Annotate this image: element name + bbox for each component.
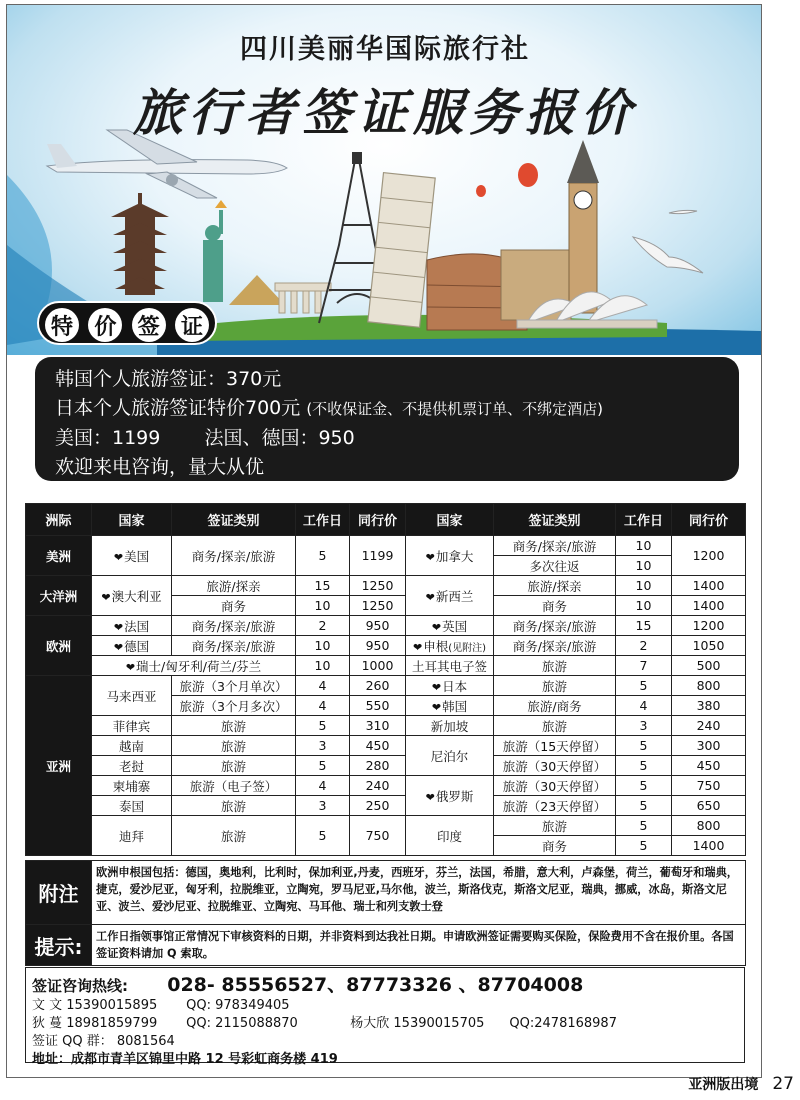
table-row <box>26 636 746 656</box>
region-label: 美洲 <box>26 536 92 576</box>
days-cell: 15 <box>616 616 672 636</box>
price-cell: 300 <box>672 736 746 756</box>
price-cell: 250 <box>350 796 406 816</box>
agency-name: 四川美丽华国际旅行社 <box>240 34 530 65</box>
price-cell: 1199 <box>350 536 406 576</box>
days-cell: 5 <box>296 536 350 576</box>
country-cell: 尼泊尔 <box>406 736 494 776</box>
visa-type-cell: 旅游（3个月多次） <box>172 696 296 716</box>
country-cell: 老挝 <box>92 756 172 776</box>
promo-korea: 韩国个人旅游签证：370元 <box>55 368 282 390</box>
price-cell: 240 <box>350 776 406 796</box>
heart-icon: ❤ <box>101 590 111 604</box>
header-cell: 同行价 <box>672 504 746 536</box>
tag-char: 价 <box>88 308 122 342</box>
visa-type-cell: 旅游 <box>172 716 296 736</box>
header-cell: 工作日 <box>296 504 350 536</box>
heart-icon: ❤ <box>113 550 124 564</box>
heart-icon: ❤ <box>412 640 423 654</box>
visa-type-cell: 商务/探亲/旅游 <box>494 536 616 556</box>
special-offer-tag <box>37 301 217 345</box>
visa-type-cell: 商务/探亲/旅游 <box>494 616 616 636</box>
table-row <box>26 576 746 596</box>
country-cell: ❤韩国 <box>406 696 494 716</box>
visa-type-cell: 旅游/商务 <box>494 696 616 716</box>
hot-air-balloon-icon <box>476 163 538 197</box>
contact-qq: QQ: 2115088870 <box>186 1016 298 1031</box>
hotline-label: 签证咨询热线: <box>32 977 128 995</box>
days-cell: 7 <box>616 656 672 676</box>
tag-char: 证 <box>175 308 209 342</box>
promo-japan-main: 日本个人旅游签证特价700元 <box>55 397 301 419</box>
heart-icon: ❤ <box>431 700 442 714</box>
header-cell: 国家 <box>92 504 172 536</box>
page-footer <box>688 1074 794 1094</box>
days-cell: 10 <box>616 536 672 556</box>
heart-icon: ❤ <box>431 620 442 634</box>
heart-icon: ❤ <box>113 640 124 654</box>
contact-name: 文 文 15390015895 <box>32 998 158 1013</box>
visa-type-cell: 旅游 <box>172 796 296 816</box>
hotline <box>32 970 738 997</box>
visa-type-cell: 旅游/探亲 <box>494 576 616 596</box>
price-cell: 800 <box>672 816 746 836</box>
days-cell: 2 <box>616 636 672 656</box>
header-cell: 洲际 <box>26 504 92 536</box>
promo-panel <box>35 357 739 481</box>
days-cell: 10 <box>296 656 350 676</box>
country-cell: ❤俄罗斯 <box>406 776 494 816</box>
table-row <box>26 796 746 816</box>
price-cell: 240 <box>672 716 746 736</box>
price-cell: 280 <box>350 756 406 776</box>
table-row <box>26 536 746 556</box>
contact-box <box>25 967 745 1067</box>
contact-name: 狄 蔓 18981859799 <box>32 1016 158 1031</box>
days-cell: 5 <box>616 796 672 816</box>
country-cell: 土耳其电子签 <box>406 656 494 676</box>
banner <box>7 5 762 355</box>
region-label: 亚洲 <box>26 676 92 856</box>
table-row <box>26 676 746 696</box>
days-cell: 3 <box>296 796 350 816</box>
country-cell: ❤新西兰 <box>406 576 494 616</box>
visa-type-cell: 旅游 <box>172 756 296 776</box>
days-cell: 10 <box>296 596 350 616</box>
days-cell: 15 <box>296 576 350 596</box>
price-cell: 310 <box>350 716 406 736</box>
pagoda-icon <box>111 193 169 295</box>
qq-group: 签证 QQ 群： 8081564 <box>32 1034 175 1049</box>
country-cell: 柬埔寨 <box>92 776 172 796</box>
price-cell: 950 <box>350 616 406 636</box>
price-cell: 750 <box>350 816 406 856</box>
promo-japan-note: (不收保证金、不提供机票订单、不绑定酒店) <box>306 400 604 418</box>
visa-type-cell: 旅游（30天停留） <box>494 776 616 796</box>
days-cell: 4 <box>296 696 350 716</box>
days-cell: 5 <box>616 836 672 856</box>
country-cell: 菲律宾 <box>92 716 172 736</box>
tag-char: 特 <box>45 308 79 342</box>
visa-type-cell: 旅游（电子签） <box>172 776 296 796</box>
country-cell: 印度 <box>406 816 494 856</box>
promo-us-eu <box>55 424 739 453</box>
headline: 旅行者签证服务报价 <box>133 84 637 142</box>
days-cell: 5 <box>616 776 672 796</box>
country-cell: ❤英国 <box>406 616 494 636</box>
visa-type-cell: 旅游 <box>494 656 616 676</box>
visa-type-cell: 旅游/探亲 <box>172 576 296 596</box>
footer-source: 亚洲版出境 <box>688 1077 759 1093</box>
heart-icon: ❤ <box>425 790 435 804</box>
price-cell: 1250 <box>350 596 406 616</box>
visa-type-cell: 旅游 <box>494 676 616 696</box>
visa-type-cell: 商务/探亲/旅游 <box>172 616 296 636</box>
price-cell: 450 <box>350 736 406 756</box>
visa-type-cell: 旅游 <box>494 816 616 836</box>
price-cell: 1200 <box>672 536 746 576</box>
visa-type-cell: 旅游（15天停留） <box>494 736 616 756</box>
table-row <box>26 616 746 636</box>
contact-row <box>32 997 738 1015</box>
price-cell: 650 <box>672 796 746 816</box>
table-header-row <box>26 504 746 536</box>
heart-icon: ❤ <box>113 620 124 634</box>
price-cell: 950 <box>350 636 406 656</box>
header-cell: 签证类别 <box>494 504 616 536</box>
promo-us: 美国：1199 <box>55 427 161 449</box>
tips-text: 工作日指领事馆正常情况下审核资料的日期，并非资料到达我社日期。申请欧洲签证需要购买保险，保险费用不含在报价里。各国签证资料请加 Q 索取。 <box>92 925 746 966</box>
days-cell: 5 <box>296 716 350 736</box>
price-cell: 1400 <box>672 596 746 616</box>
header-cell: 签证类别 <box>172 504 296 536</box>
contact-row <box>32 1015 738 1033</box>
days-cell: 4 <box>296 676 350 696</box>
visa-type-cell: 商务 <box>494 596 616 616</box>
country-cell: ❤申根(见附注) <box>406 636 494 656</box>
table-row <box>26 656 746 676</box>
visa-type-cell: 商务/探亲/旅游 <box>172 636 296 656</box>
visa-type-cell: 旅游 <box>172 816 296 856</box>
contact-name: 杨大欣 15390015705 <box>350 1016 485 1031</box>
tips-label: 提示: <box>26 925 92 966</box>
notes-text: 欧洲申根国包括：德国，奥地利，比利时，保加利亚,丹麦，西班牙，芬兰，法国，希腊，意大利，卢森堡，荷兰，葡萄牙和瑞典，捷克，爱沙尼亚，匈牙利，拉脱维亚，立陶宛，罗马尼亚,马尔他，波兰，斯洛伐克，斯洛文尼亚，瑞典，挪威，冰岛，斯洛文尼亚、波兰、爱沙尼亚、拉脱维亚、立陶宛、马耳他、瑞士和列支敦士登 <box>92 861 746 925</box>
promo-welcome: 欢迎来电咨询，量大从优 <box>55 456 265 478</box>
flyer <box>6 4 762 1078</box>
visa-type-cell: 旅游（23天停留） <box>494 796 616 816</box>
days-cell: 10 <box>616 576 672 596</box>
heart-icon: ❤ <box>125 660 136 674</box>
price-cell: 1200 <box>672 616 746 636</box>
table-row <box>26 716 746 736</box>
country-cell: ❤美国 <box>92 536 172 576</box>
country-cell: ❤瑞士/匈牙利/荷兰/芬兰 <box>92 656 296 676</box>
days-cell: 5 <box>616 736 672 756</box>
days-cell: 10 <box>616 556 672 576</box>
table-row <box>26 756 746 776</box>
price-cell: 750 <box>672 776 746 796</box>
price-cell: 380 <box>672 696 746 716</box>
country-cell: 泰国 <box>92 796 172 816</box>
heart-icon: ❤ <box>425 550 435 564</box>
notes-table <box>25 860 746 966</box>
days-cell: 4 <box>296 776 350 796</box>
table-row <box>26 816 746 836</box>
visa-type-cell: 旅游（3个月单次） <box>172 676 296 696</box>
days-cell: 10 <box>296 636 350 656</box>
notes-row <box>26 861 746 925</box>
statue-of-liberty-icon <box>203 200 227 302</box>
visa-type-cell: 商务/探亲/旅游 <box>494 636 616 656</box>
tag-char: 签 <box>132 308 166 342</box>
country-cell: ❤日本 <box>406 676 494 696</box>
price-cell: 1400 <box>672 576 746 596</box>
header-cell: 国家 <box>406 504 494 536</box>
visa-type-cell: 多次往返 <box>494 556 616 576</box>
heart-icon: ❤ <box>425 590 435 604</box>
country-cell: ❤德国 <box>92 636 172 656</box>
country-cell: 越南 <box>92 736 172 756</box>
days-cell: 5 <box>296 756 350 776</box>
country-cell: 新加坡 <box>406 716 494 736</box>
visa-type-cell: 商务/探亲/旅游 <box>172 536 296 576</box>
table-row <box>26 776 746 796</box>
days-cell: 5 <box>616 756 672 776</box>
header-cell: 同行价 <box>350 504 406 536</box>
price-cell: 500 <box>672 656 746 676</box>
days-cell: 5 <box>616 676 672 696</box>
region-label: 大洋洲 <box>26 576 92 616</box>
country-cell: 马来西亚 <box>92 676 172 716</box>
price-cell: 1000 <box>350 656 406 676</box>
price-cell: 450 <box>672 756 746 776</box>
region-label: 欧洲 <box>26 616 92 676</box>
days-cell: 3 <box>616 716 672 736</box>
price-cell: 260 <box>350 676 406 696</box>
promo-japan <box>55 394 739 424</box>
hotline-numbers: 028- 85556527、87773326 、87704008 <box>167 974 584 996</box>
heart-icon: ❤ <box>431 680 442 694</box>
visa-type-cell: 旅游（30天停留） <box>494 756 616 776</box>
address: 地址：成都市青羊区锦里中路 12 号彩虹商务楼 419 <box>32 1052 338 1067</box>
days-cell: 10 <box>616 596 672 616</box>
contact-qq: QQ: 978349405 <box>186 998 290 1013</box>
promo-fr-de: 法国、德国：950 <box>204 427 355 449</box>
visa-type-cell: 商务 <box>494 836 616 856</box>
country-cell: ❤加拿大 <box>406 536 494 576</box>
days-cell: 2 <box>296 616 350 636</box>
visa-type-cell: 旅游 <box>172 736 296 756</box>
visa-type-cell: 商务 <box>172 596 296 616</box>
notes-label: 附注 <box>26 861 92 925</box>
country-cell: ❤法国 <box>92 616 172 636</box>
table-row <box>26 736 746 756</box>
seagull-icon <box>633 210 703 273</box>
days-cell: 3 <box>296 736 350 756</box>
tips-row <box>26 925 746 966</box>
days-cell: 4 <box>616 696 672 716</box>
country-cell: 迪拜 <box>92 816 172 856</box>
price-cell: 1250 <box>350 576 406 596</box>
days-cell: 5 <box>296 816 350 856</box>
price-cell: 550 <box>350 696 406 716</box>
country-cell: ❤澳大利亚 <box>92 576 172 616</box>
contact-qq: QQ:2478168987 <box>509 1016 617 1031</box>
header-cell: 工作日 <box>616 504 672 536</box>
price-table <box>25 503 746 856</box>
visa-type-cell: 旅游 <box>494 716 616 736</box>
days-cell: 5 <box>616 816 672 836</box>
price-cell: 1050 <box>672 636 746 656</box>
leaning-tower-icon <box>368 173 435 328</box>
price-cell: 1400 <box>672 836 746 856</box>
page-number: 27 <box>772 1074 794 1094</box>
price-cell: 800 <box>672 676 746 696</box>
